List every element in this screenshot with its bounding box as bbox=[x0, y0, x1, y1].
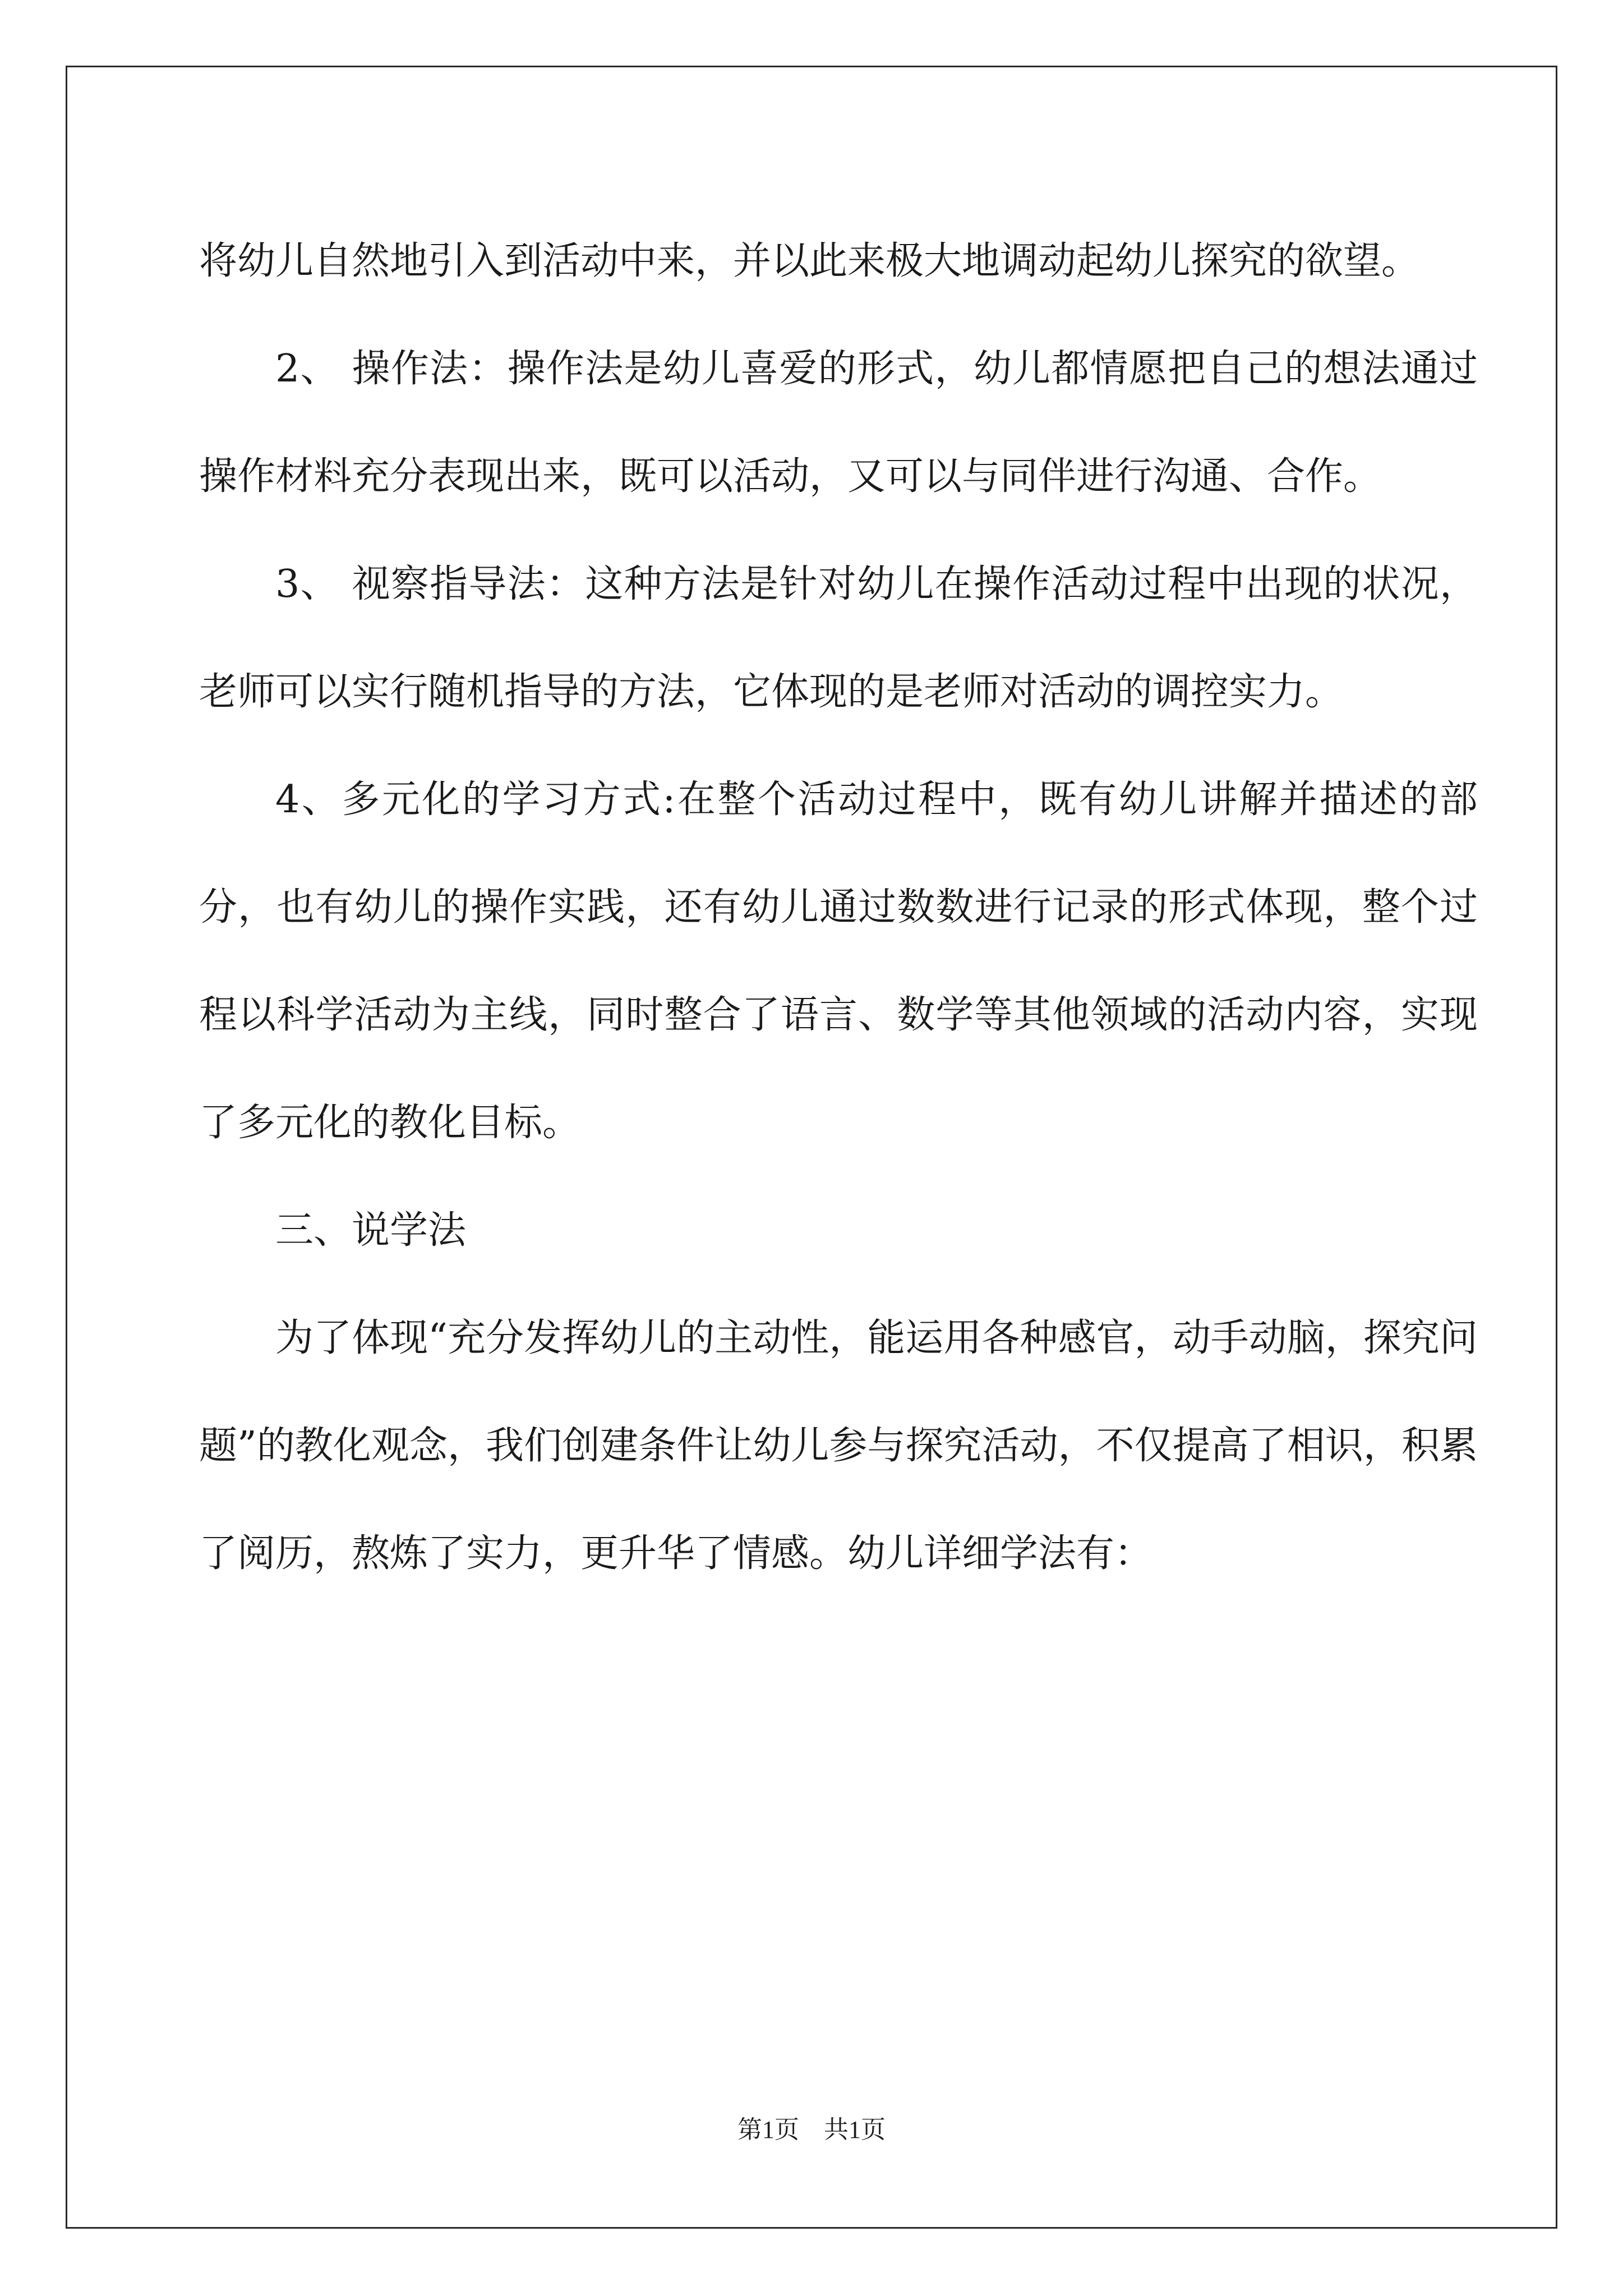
paragraph-continuation: 将幼儿自然地引入到活动中来，并以此来极大地调动起幼儿探究的欲望。 bbox=[199, 239, 1420, 283]
section-heading-learning-methods: 三、说学法 bbox=[275, 1208, 467, 1253]
page-number: 第1页 bbox=[737, 2116, 799, 2143]
document-body bbox=[199, 208, 1478, 1608]
page-footer bbox=[0, 2109, 1623, 2145]
paragraph-learning-methods: 为了体现“充分发挥幼儿的主动性，能运用各种感官，动手动脑，探究问题”的教化观念，我们创建条件让幼儿参与探究活动，不仅提高了相识，积累了阅历，熬炼了实力，更升华了情感。幼儿详细学法有： bbox=[199, 1316, 1478, 1576]
paragraph-observation-guidance: 3、 视察指导法：这种方法是针对幼儿在操作活动过程中出现的状况，老师可以实行随机指导的方法，它体现的是老师对活动的调控实力。 bbox=[199, 562, 1478, 714]
paragraph-operation-method: 2、 操作法：操作法是幼儿喜爱的形式，幼儿都情愿把自己的想法通过操作材料充分表现出来，既可以活动，又可以与同伴进行沟通、合作。 bbox=[199, 347, 1478, 499]
paragraph-diverse-learning: 4、多元化的学习方式:在整个活动过程中，既有幼儿讲解并描述的部分，也有幼儿的操作实践，还有幼儿通过数数进行记录的形式体现，整个过程以科学活动为主线，同时整合了语言、数学等其他领域的活动内容，实现了多元化的教化目标。 bbox=[199, 777, 1478, 1145]
page-total: 共1页 bbox=[824, 2116, 886, 2143]
